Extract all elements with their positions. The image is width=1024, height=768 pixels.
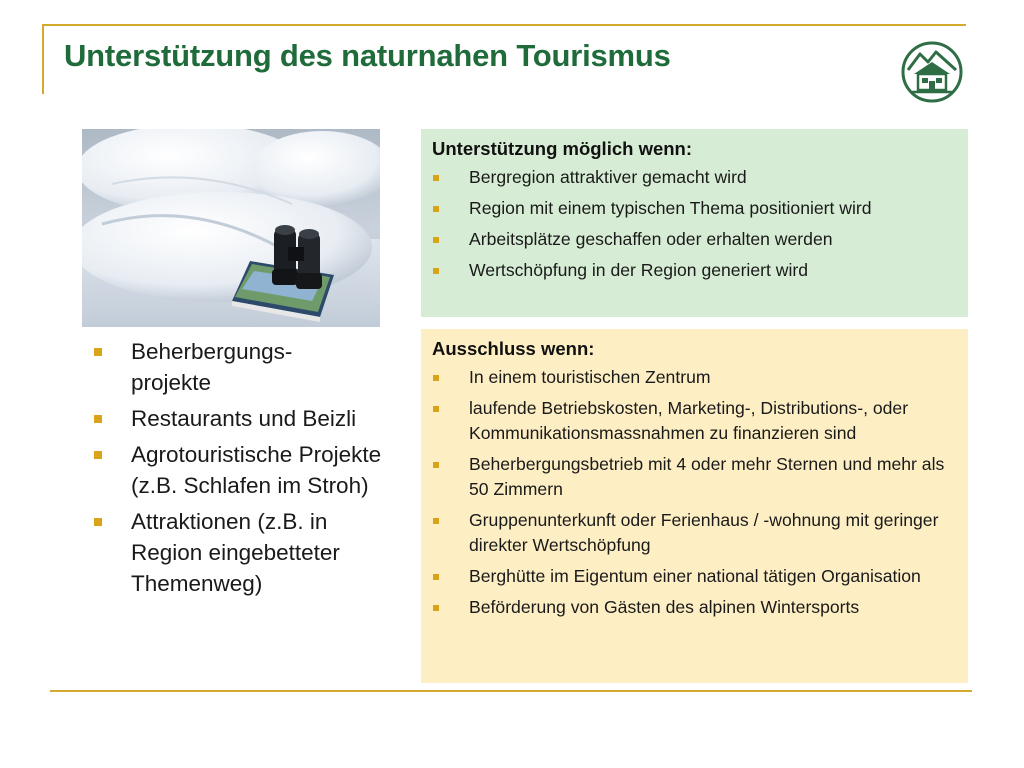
mountain-house-logo-icon	[900, 40, 964, 104]
bed-binoculars-photo	[82, 129, 380, 327]
support-heading: Unterstützung möglich wenn:	[432, 138, 693, 159]
list-item: Berghütte im Eigentum einer national tätigen Organisation	[432, 564, 958, 589]
list-item: Wertschöpfung in der Region generiert wird	[432, 258, 958, 283]
exclusion-heading: Ausschluss wenn:	[432, 338, 595, 359]
list-item: Bergregion attraktiver gemacht wird	[432, 165, 958, 190]
list-item: Region mit einem typischen Thema positioniert wird	[432, 196, 958, 221]
list-item: Restaurants und Beizli	[94, 403, 384, 434]
list-item: laufende Betriebskosten, Marketing-, Distributions-, oder Kommunikationsmassnahmen zu finanzieren sind	[432, 396, 958, 446]
exclusion-conditions-box	[421, 329, 968, 683]
title-side-rule	[42, 24, 44, 94]
list-item: Beherbergungsbetrieb mit 4 oder mehr Sternen und mehr als 50 Zimmern	[432, 452, 958, 502]
bottom-rule	[50, 690, 972, 692]
list-item: Beförderung von Gästen des alpinen Wintersports	[432, 595, 958, 620]
top-rule	[42, 24, 966, 26]
project-types-list	[94, 336, 384, 604]
slide-title: Unterstützung des naturnahen Tourismus	[64, 38, 671, 73]
list-item: Attraktionen (z.B. in Region eingebetteter Themenweg)	[94, 506, 384, 599]
support-conditions-box	[421, 129, 968, 317]
list-item: Beherbergungs- projekte	[94, 336, 384, 398]
list-item: Agrotouristische Projekte (z.B. Schlafen im Stroh)	[94, 439, 384, 501]
list-item: Gruppenunterkunft oder Ferienhaus / -wohnung mit geringer direkter Wertschöpfung	[432, 508, 958, 558]
list-item: In einem touristischen Zentrum	[432, 365, 958, 390]
list-item: Arbeitsplätze geschaffen oder erhalten werden	[432, 227, 958, 252]
